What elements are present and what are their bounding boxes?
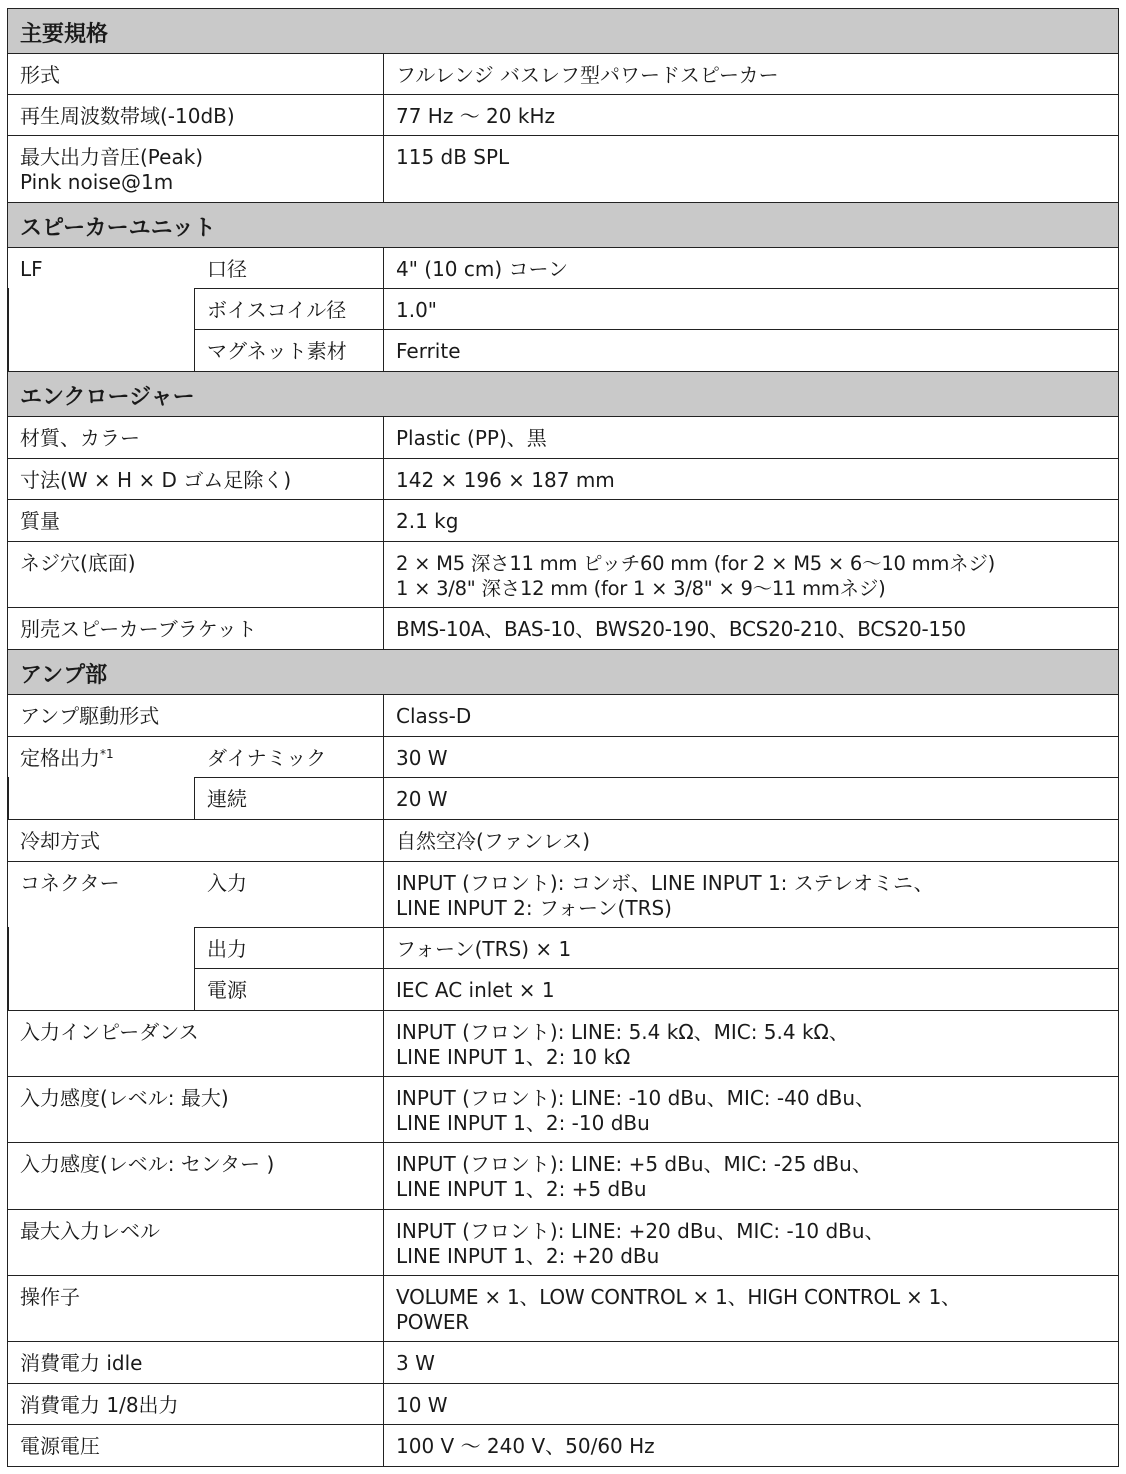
row-value: 100 V 〜 240 V、50/60 Hz — [383, 1425, 1118, 1466]
row-label: 寸法(W × H × D ゴム足除く) — [20, 468, 292, 492]
row-value: 2 × M5 深さ11 mm ピッチ60 mm (for 2 × M5 × 6〜10 mmネジ) 1 × 3/8" 深さ12 mm (for 1 × 3/8" × 9〜11 mmネジ) — [383, 542, 1118, 607]
row-label: ネジ穴(底面) — [20, 551, 136, 575]
table-row — [7, 94, 1119, 135]
table-row — [7, 458, 1119, 499]
row-value: フルレンジ バスレフ型パワードスピーカー — [383, 54, 1118, 94]
row-sublabel: ボイスコイル径 — [207, 298, 347, 322]
row-value: 20 W — [383, 778, 1118, 819]
row-sublabel: 口径 — [207, 257, 247, 281]
row-value: フォーン(TRS) × 1 — [383, 928, 1118, 968]
row-label: 形式 — [20, 63, 60, 87]
row-value: Plastic (PP)、黒 — [383, 417, 1118, 458]
table-row — [7, 499, 1119, 541]
row-sublabel: 入力 — [207, 871, 247, 895]
row-value: 30 W — [383, 737, 1118, 777]
row-value: 1.0" — [383, 289, 1118, 329]
row-label: 別売スピーカーブラケット — [20, 617, 257, 641]
table-row — [7, 1076, 1119, 1142]
row-sublabel: ダイナミック — [207, 746, 327, 770]
row-value: 3 W — [383, 1342, 1118, 1383]
section-title: 主要規格 — [20, 22, 109, 47]
row-label: 冷却方式 — [20, 829, 100, 853]
table-row — [7, 861, 1119, 927]
table-row — [194, 329, 1119, 371]
table-row — [194, 777, 1119, 819]
row-label: 消費電力 1/8出力 — [20, 1393, 179, 1417]
row-value: 115 dB SPL — [383, 136, 1118, 202]
row-value: INPUT (フロント): LINE: 5.4 kΩ、MIC: 5.4 kΩ、 LINE INPUT 1、2: 10 kΩ — [383, 1011, 1118, 1076]
row-value: Ferrite — [383, 330, 1118, 371]
row-value: 2.1 kg — [383, 500, 1118, 541]
row-label: 再生周波数帯域(-10dB) — [20, 104, 235, 128]
row-group-label: LF — [20, 257, 43, 281]
section-title: アンプ部 — [20, 663, 108, 688]
row-value: INPUT (フロント): LINE: +20 dBu、MIC: -10 dBu、 LINE INPUT 1、2: +20 dBu — [383, 1210, 1118, 1275]
table-row — [194, 288, 1119, 329]
row-value: VOLUME × 1、LOW CONTROL × 1、HIGH CONTROL × 1、 POWER — [383, 1276, 1118, 1341]
row-value: 4" (10 cm) コーン — [383, 248, 1118, 288]
section-title: エンクロージャー — [20, 385, 195, 410]
row-sublabel: 連続 — [207, 787, 247, 811]
row-value: INPUT (フロント): LINE: +5 dBu、MIC: -25 dBu、 LINE INPUT 1、2: +5 dBu — [383, 1143, 1118, 1209]
row-value: Class-D — [383, 695, 1118, 736]
table-row — [7, 736, 1119, 777]
row-group-label — [8, 737, 195, 777]
table-row — [7, 416, 1119, 458]
row-label: 最大出力音圧(Peak) Pink noise@1m — [20, 145, 204, 194]
row-value: 77 Hz 〜 20 kHz — [383, 95, 1118, 135]
row-value: 142 × 196 × 187 mm — [383, 459, 1118, 499]
section-header-main-specs — [7, 8, 1119, 53]
table-row — [7, 53, 1119, 94]
row-value: BMS-10A、BAS-10、BWS20-190、BCS20-210、BCS20-150 — [383, 608, 1118, 649]
table-row — [7, 135, 1119, 202]
row-group-label-text: 定格出力 — [20, 746, 100, 770]
table-row — [194, 968, 1119, 1010]
row-label: 最大入力レベル — [20, 1219, 160, 1243]
row-label: 入力感度(レベル: センター ) — [20, 1152, 275, 1176]
row-sublabel: マグネット素材 — [207, 339, 347, 363]
row-label: 操作子 — [20, 1285, 80, 1309]
table-row — [7, 1424, 1119, 1467]
table-row — [194, 927, 1119, 968]
table-row — [7, 1383, 1119, 1424]
row-label: 入力インピーダンス — [20, 1020, 199, 1044]
row-label: 消費電力 idle — [20, 1351, 143, 1375]
table-row — [7, 607, 1119, 649]
row-label: 材質、カラー — [20, 426, 140, 450]
table-row — [7, 247, 1119, 288]
row-label: 入力感度(レベル: 最大) — [20, 1086, 229, 1110]
row-label: アンプ駆動形式 — [20, 704, 160, 728]
table-row — [7, 541, 1119, 607]
row-value: INPUT (フロント): コンボ、LINE INPUT 1: ステレオミニ、 LINE INPUT 2: フォーン(TRS) — [383, 862, 1118, 927]
row-sublabel: 電源 — [207, 978, 247, 1002]
section-header-amp — [7, 649, 1119, 694]
row-sublabel: 出力 — [207, 937, 247, 961]
row-value: IEC AC inlet × 1 — [383, 969, 1118, 1010]
row-label: 質量 — [20, 509, 60, 533]
table-row — [7, 1209, 1119, 1275]
footnote-marker: *1 — [100, 747, 114, 761]
table-row — [7, 819, 1119, 861]
table-row — [7, 1341, 1119, 1383]
table-row — [7, 1142, 1119, 1209]
row-value: 自然空冷(ファンレス) — [383, 820, 1118, 861]
section-title: スピーカーユニット — [20, 216, 216, 241]
row-label: 電源電圧 — [20, 1434, 100, 1458]
section-header-enclosure — [7, 371, 1119, 416]
row-value: INPUT (フロント): LINE: -10 dBu、MIC: -40 dBu、 LINE INPUT 1、2: -10 dBu — [383, 1077, 1118, 1142]
section-header-speaker-unit — [7, 202, 1119, 247]
row-group-label: コネクター — [20, 871, 120, 895]
table-row — [7, 694, 1119, 736]
table-row — [7, 1010, 1119, 1076]
table-row — [7, 1275, 1119, 1341]
row-value: 10 W — [383, 1384, 1118, 1424]
